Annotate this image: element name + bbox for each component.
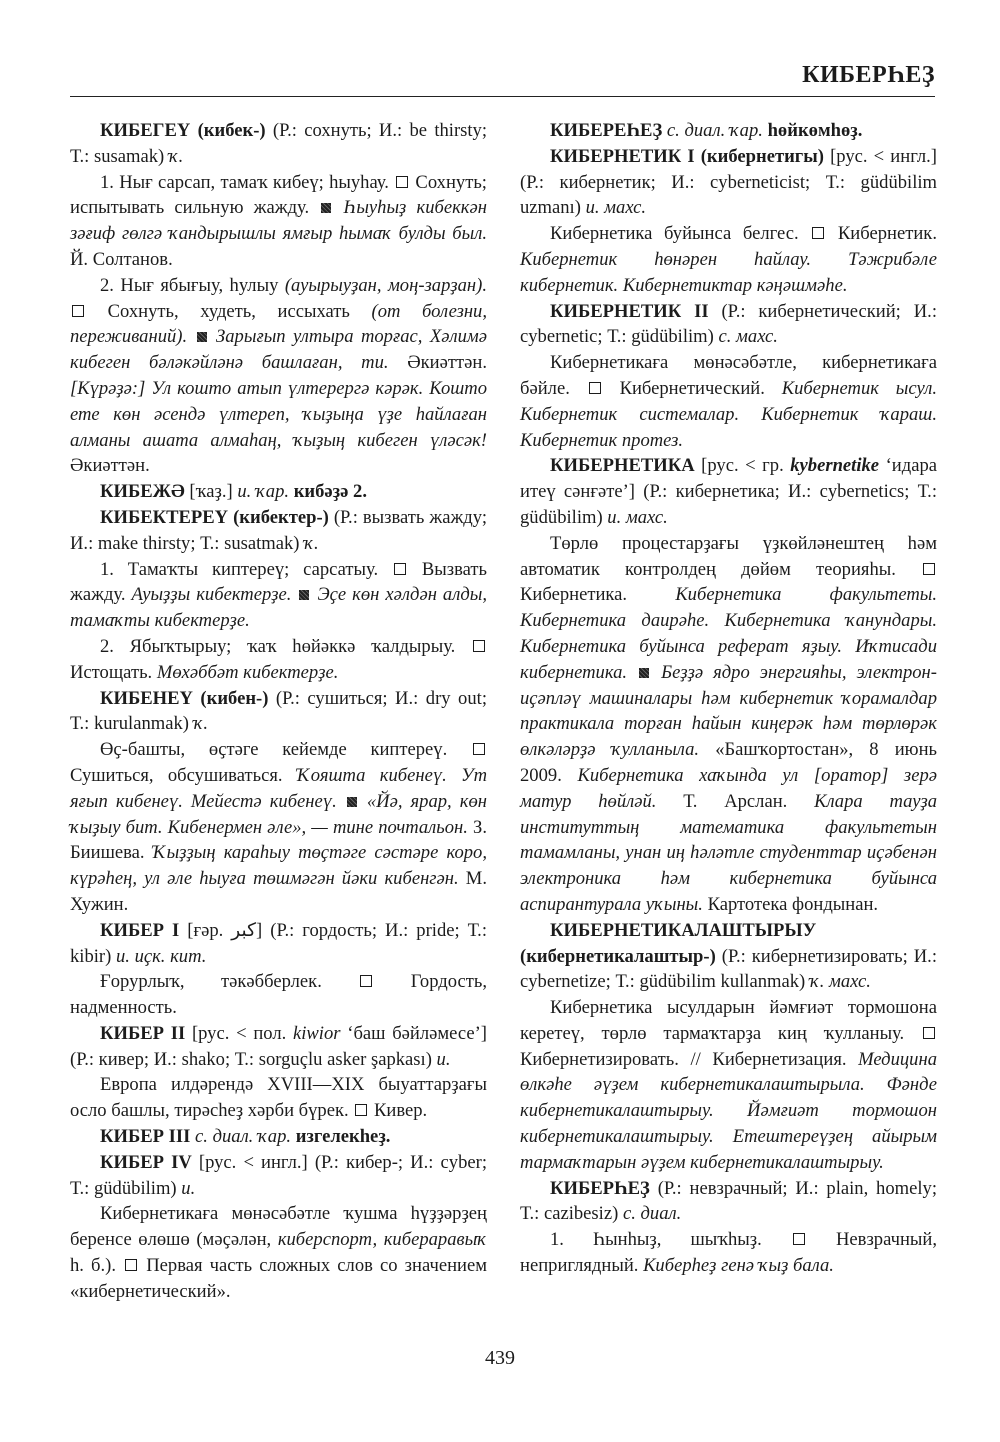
translation-marker-icon <box>793 1233 805 1245</box>
translation-marker-icon <box>473 743 485 755</box>
running-head: КИБЕРҺЕҘ <box>802 62 935 88</box>
headword: КИБЕГЕҮ (кибек-) <box>100 120 266 141</box>
reference-label: и. ҡар. <box>237 481 290 503</box>
entry-kibektereu <box>70 505 487 557</box>
pos-label: и. махс. <box>607 506 668 528</box>
entry-kiber-4 <box>70 1150 487 1202</box>
grammar: (Р.: вызвать жажду; И.: make thirsty; Т.: susatmak) <box>70 506 487 554</box>
example: Клара тауҙа институттың математика факультетын тамамланы, унан иң һәләтле студенттар иҫәбенән электроника һәм кибернетика буйынса аспирантурала уҡыны. <box>520 790 938 915</box>
sense-text: 2. Ябыҡтырыу; ҡаҡ һөйәккә ҡалдырыу. <box>100 635 456 657</box>
pos-label: и. <box>181 1177 196 1199</box>
definition <box>70 969 487 1021</box>
translation-marker-icon <box>923 563 935 575</box>
headword: КИБЕРНЕТИК II <box>550 300 709 322</box>
definition-text: Өҫ-башты, өҫтәге кейемде киптереү. <box>100 739 448 761</box>
sense-1 <box>520 1227 937 1279</box>
grammar: [рус. < ингл.] (Р.: кибернетик; И.: cyberneticist; Т.: güdübilim uzmanı) <box>520 145 937 219</box>
russian-translation: Невзрачный, неприглядный. <box>520 1229 937 1277</box>
example-source: Әкиәттән. <box>407 352 487 374</box>
example: Кибернетик һөнәрен һайлау. Тәжрибәле кибернетик. Кибернетиктар кәңәшмәһе. <box>520 248 937 296</box>
entry-kibegeu <box>70 118 487 170</box>
derivative: // Кибернетизация. <box>690 1048 847 1070</box>
pos-label: ҡ. <box>193 713 209 735</box>
definition <box>520 350 937 453</box>
entry-kibernetikalashtyryu <box>520 918 937 995</box>
headword: КИБЕРНЕТИКА <box>550 455 695 477</box>
example: Медицина өлкәһе әүҙем кибернетикалаштырыла. Фәнде кибернетикалаштырыу. Йәмғиәт тормошон кибернетикалаштырыу. Етештереүҙең айырым тармаҡтарын әүҙем кибернетикалаштырыу. <box>520 1048 937 1173</box>
cross-reference: кибәҙә 2. <box>293 481 367 503</box>
russian-translation: Кибернетический. <box>619 377 765 399</box>
sense-2 <box>70 634 487 686</box>
pos-label: ҡ. <box>304 532 319 554</box>
translation-marker-icon <box>812 227 824 239</box>
grammar: (Р.: кибернетизировать; И.: cybernetize; Т.: güdübilim kullanmak) <box>520 945 937 993</box>
example: Ауыҙҙы кибектерҙе. <box>131 584 292 606</box>
definition-text: Европа илдәрендә XVIII—XIX быуаттарҙағы осло башлы, тирәсһеҙ хәрби бүрек. <box>70 1074 487 1122</box>
example: Зарығып ултыра торғас, Хәлимә кибеген бәләкәйләнә башлаған, ти. <box>70 326 487 374</box>
headword: КИБЕР IV <box>100 1151 192 1173</box>
translation-marker-icon <box>396 176 408 188</box>
right-column <box>520 118 937 1279</box>
example: Эҫе көн хәлдән алды, тамаҡты кибектерҙе. <box>70 584 487 632</box>
sense-text: 1. Тамаҡты киптереү; сарсатыу. <box>100 558 379 580</box>
entry-kiberehez <box>520 118 937 144</box>
example: Киберһеҙ генә ҡыҙ бала. <box>643 1255 834 1277</box>
grammar: [рус. < ингл.] (Р.: кибер-; И.: cyber; Т.: güdübilim) <box>70 1151 487 1199</box>
translation-marker-icon <box>72 305 84 317</box>
etymology: [рус. < гр. <box>701 455 784 477</box>
illustration-marker-icon <box>639 668 649 678</box>
russian-translation: Сохнуть, худеть, иссыхать <box>107 300 350 322</box>
grammar: (Р.: кибернетический; И.: cybernetic; Т.: güdübilim) <box>520 300 937 348</box>
sense-note: (ауырыуҙан, моң-зарҙан). <box>284 274 487 296</box>
example-source: Картотека фондынан. <box>707 893 879 915</box>
example-source: Й. Солтанов. <box>70 248 173 270</box>
grammar: (Р.: невзрачный; И.: plain, homely; Т.: cazibesiz) <box>520 1177 937 1225</box>
definition <box>70 1201 487 1304</box>
cross-reference: һөйкөмһөҙ. <box>767 120 863 141</box>
sense-1 <box>70 557 487 634</box>
definition-text: һ. б.). <box>70 1255 117 1277</box>
pos-label: с. диал. <box>622 1203 682 1225</box>
example-source: Т. Арслан. <box>683 790 788 812</box>
russian-translation: Первая часть сложных слов со значением «кибернетический». <box>70 1255 487 1302</box>
etymon: kiwior <box>292 1022 341 1044</box>
reference-label: с. диал. ҡар. <box>666 120 763 141</box>
example: Ҡояшта кибенеү. Ут яғып кибенеү. Мейестә кибенеү. <box>70 764 487 812</box>
example: [Күрәҙә:] Ул кошто атып үлтерергә кәрәк. Кошто ете көн әсендә үлтереп, ҡыҙыңа үҙе һайлаған алманы ашата алмаһаң, ҡыҙың кибеген үләсәк! <box>70 377 487 451</box>
definition-text: Ғорурлыҡ, тәкәбберлек. <box>100 971 322 993</box>
pos-label: и. <box>436 1048 451 1070</box>
translation-marker-icon <box>355 1104 367 1116</box>
illustration-marker-icon <box>197 332 207 342</box>
definition <box>520 531 937 918</box>
grammar: (Р.: сохнуть; И.: be thirsty; Т.: susamak) <box>70 120 488 167</box>
russian-translation: Вызвать жажду. <box>70 558 487 606</box>
example: «Йә, ярар, көн ҡыҙыу бит. Кибенермен әле», — тине почтальон. <box>70 790 487 838</box>
definition-text: Кибернетика ысулдарын йәмғиәт тормошона керетеү, төрлө тармаҡтарҙа киң ҡулланыу. <box>520 997 937 1044</box>
headword: КИБЕРНЕТИК I (кибернетигы) <box>550 145 824 167</box>
pos-label: и. махс. <box>585 197 647 219</box>
example-source: М. Хужин. <box>70 868 487 915</box>
example: Ҡыҙҙың карaһыу төҫтәге сәстәре коро, күрәһең, ул әле һыуға төшмәгән йәки кибенгән. <box>70 842 487 890</box>
example-source: «Башҡортостан», 8 июнь 2009. <box>520 739 937 786</box>
pos-label: ҡ. <box>168 145 184 167</box>
definition <box>520 995 937 1176</box>
translation-marker-icon <box>589 382 601 394</box>
entry-kiberhez <box>520 1176 937 1228</box>
headword: КИБЕКТЕРЕҮ (кибектер-) <box>100 506 329 528</box>
cross-reference: изгелекһеҙ. <box>295 1126 391 1148</box>
pos-label: с. махс. <box>718 326 778 348</box>
headword: КИБЕНЕҮ (кибен-) <box>100 687 269 709</box>
definition-text: Төрлө процестарҙағы үҙкөйләнештең һәм автоматик контролдең дөйөм теорияһы. <box>520 532 937 580</box>
headword: КИБЕРЕҺЕҘ <box>550 120 663 141</box>
grammar: ‘баш бәйләмесе’] (Р.: кивер; И.: shako; Т.: sorguçlu asker şapkası) <box>70 1022 487 1070</box>
sense-2 <box>70 273 487 479</box>
entry-kibernetik-1 <box>520 144 937 221</box>
reference-label: с. диал. ҡар. <box>195 1126 292 1148</box>
definition-text: Кибернетика буйынса белгес. <box>550 223 799 245</box>
pos-label: и. иҫк. кит. <box>115 945 207 967</box>
etymology: [ғәр. كبر] <box>187 919 263 941</box>
entry-kiber-1 <box>70 918 487 970</box>
example: киберспорт, кибераравыҡ <box>277 1229 487 1251</box>
left-column <box>70 118 487 1305</box>
translation-marker-icon <box>360 975 372 987</box>
headword: КИБЕРНЕТИКАЛАШТЫРЫУ (кибернетикалаштыр-) <box>520 919 817 967</box>
example: Кибернетика хаҡында ул [оратор] зерә матур һөйләй. <box>520 764 937 812</box>
example: Мөхәббәт кибектерҙе. <box>156 661 339 683</box>
russian-translation: Сохнуть; испытывать сильную жажду. <box>70 171 487 219</box>
definition-text: Кибернетикаға мөнәсәбәтле ҡушма һүҙҙәрҙең беренсе өлөшө (мәҫәлән, <box>70 1203 487 1251</box>
grammar: (Р.: гордость; И.: pride; Т.: kibir) <box>70 919 487 967</box>
definition <box>70 1072 487 1124</box>
definition <box>70 737 487 918</box>
russian-translation: Истощать. <box>70 661 153 683</box>
page-number: 439 <box>485 1347 515 1369</box>
example: Кибернетик ысул. Кибернетик системалар. Кибернетик ҡараш. Кибернетик протез. <box>520 377 938 451</box>
sense-text: 2. Нығ ябығыу, һулыу <box>100 274 279 296</box>
entry-kiber-3 <box>70 1124 487 1150</box>
entry-kibernetik-2 <box>520 299 937 351</box>
headword: КИБЕЖӘ <box>100 481 185 503</box>
example: Беҙҙә ядро энергияһы, электрон-иҫәпләү машиналары һәм кибернетик ҡорамалдар практикала торған һайын киңерәк һәм төрлөрәк өлкәләрҙә ҡулланыла. <box>520 661 937 761</box>
translation-marker-icon <box>394 563 406 575</box>
sense-1 <box>70 170 487 273</box>
headword: КИБЕР I <box>100 919 180 941</box>
headword: КИБЕРҺЕҘ <box>550 1177 650 1199</box>
entry-kibernetika <box>520 453 937 530</box>
translation-marker-icon <box>473 640 485 652</box>
entry-kiber-2 <box>70 1021 487 1073</box>
definition-text: Кибернетикаға мөнәсәбәтле, кибернетикаға бәйле. <box>520 352 937 399</box>
definition <box>520 221 937 298</box>
translation-marker-icon <box>125 1259 137 1271</box>
sense-text: 1. Нығ сарсап, тамаҡ кибеү; һыуһау. <box>100 171 389 193</box>
example: Һыуһыҙ кибеккән зәғиф гөлгә ҡандырышлы ямғыр һымаҡ булды был. <box>70 197 487 245</box>
grammar: [ҡаҙ.] <box>189 481 233 503</box>
entry-kibezhe <box>70 479 487 505</box>
translation-note: (от болезни, переживаний). <box>70 300 487 348</box>
example-source: З. Биишева. <box>70 816 487 864</box>
russian-translation: Кивер. <box>373 1100 428 1122</box>
header-rule <box>70 96 935 97</box>
russian-translation: Кибернетика. <box>520 584 628 606</box>
translation-marker-icon <box>923 1027 935 1039</box>
grammar: ‘идара итеү сәнғәте’] (Р.: кибернетика; И.: cybernetics; Т.: güdübilim) <box>520 455 937 528</box>
russian-translation: Сушиться, обсушиваться. <box>70 764 283 786</box>
example-source: Әкиәттән. <box>70 455 150 477</box>
headword: КИБЕР II <box>100 1022 186 1044</box>
grammar: (Р.: сушиться; И.: dry out; Т.: kurulanmak) <box>70 687 487 735</box>
example: Кибернетика факультеты. Кибернетика даирәһе. Кибернетика ҡанундары. Кибернетика буйынса реферат яҙыу. Иҡтисади кибернетика. <box>520 584 937 683</box>
headword: КИБЕР III <box>100 1126 191 1148</box>
russian-translation: Гордость, надменность. <box>70 971 487 1019</box>
sense-text: 1. Һынһыҙ, шыҡһыҙ. <box>550 1229 762 1251</box>
entry-kibeneu <box>70 686 487 738</box>
illustration-marker-icon <box>347 797 357 807</box>
pos-label: ҡ. махс. <box>809 971 871 993</box>
russian-translation: Кибернетик. <box>837 223 937 245</box>
etymon: kybernetike <box>790 455 880 477</box>
etymology: [рус. < пол. <box>191 1022 287 1044</box>
illustration-marker-icon <box>321 203 331 213</box>
illustration-marker-icon <box>299 590 309 600</box>
russian-translation: Кибернетизировать. <box>520 1048 679 1070</box>
